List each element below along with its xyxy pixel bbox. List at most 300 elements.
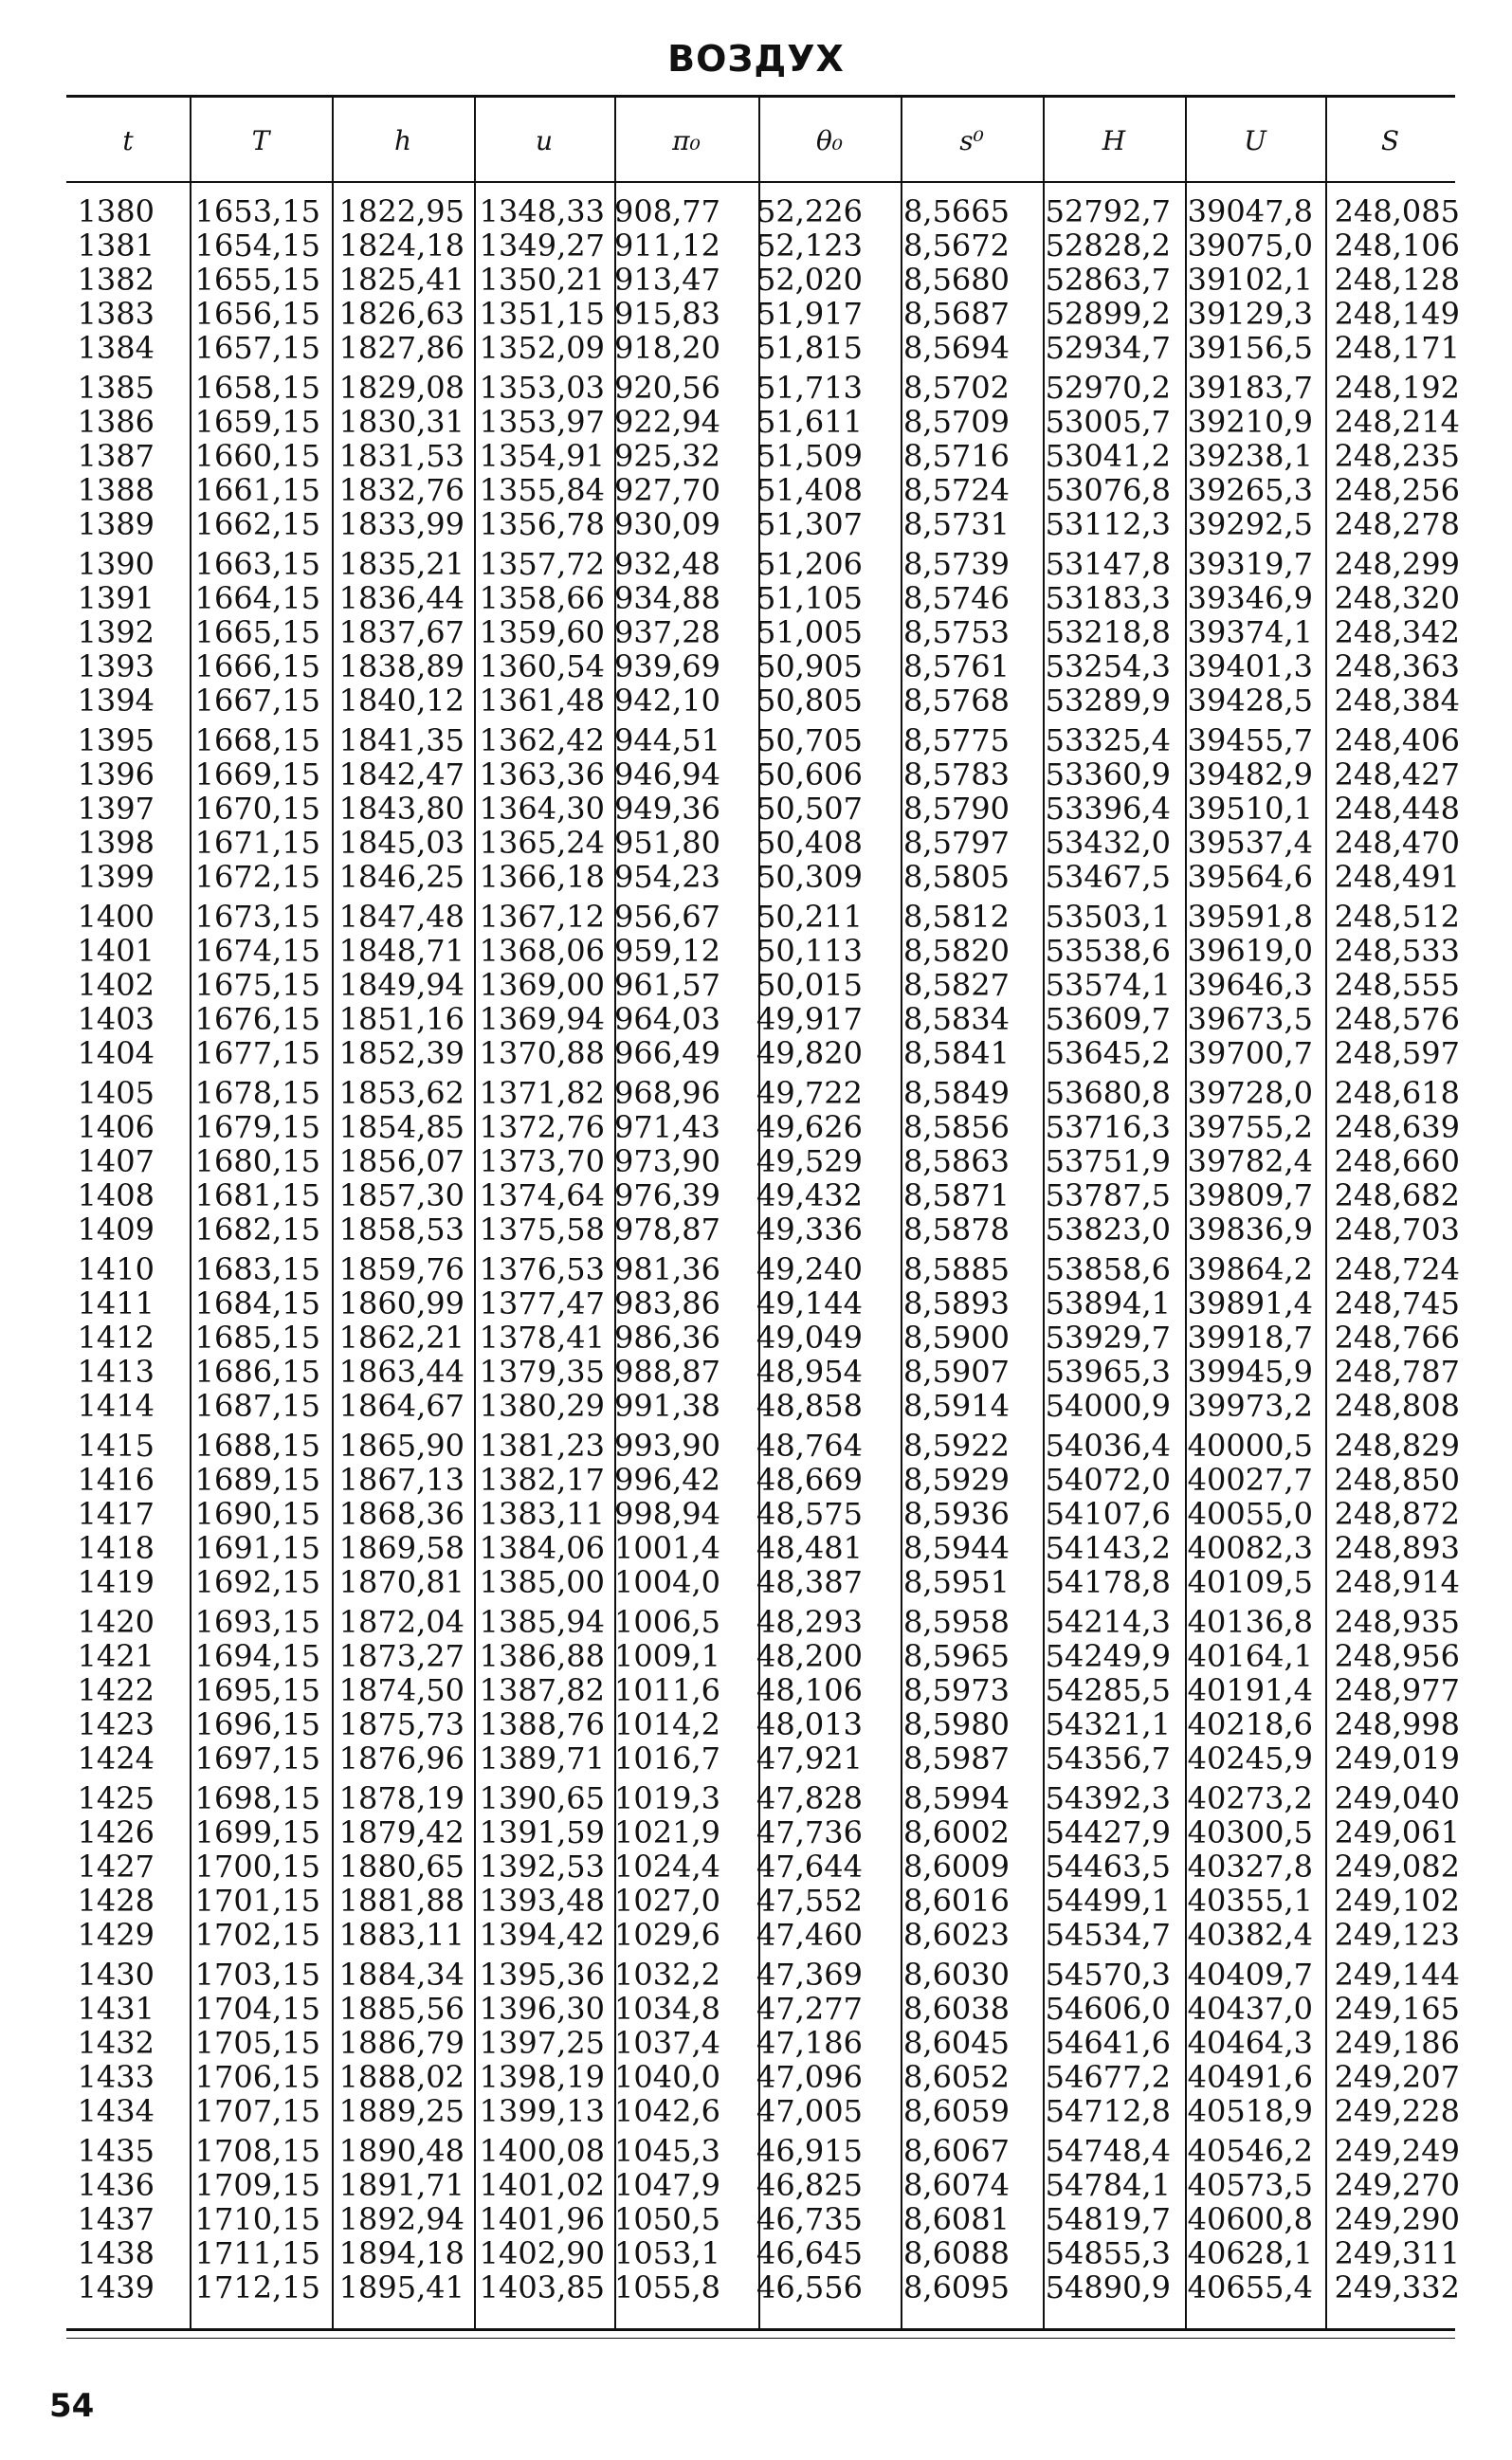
table-cell: 1006,5 [614,1604,720,1640]
table-cell: 986,36 [614,1320,720,1356]
table-cell: 53041,2 [1045,438,1171,474]
table-cell: 54072,0 [1045,1462,1171,1498]
table-cell: 53360,9 [1045,756,1171,793]
table-cell: 998,94 [614,1496,720,1532]
table-cell: 1704,15 [194,1991,320,2027]
table-row [0,507,1512,541]
table-cell: 1825,41 [338,262,465,298]
table-cell: 8,5878 [903,1212,1010,1248]
table-cell: 1391 [77,580,155,616]
table-cell: 39619,0 [1187,933,1313,969]
table-cell: 961,57 [614,967,720,1003]
table-cell: 49,144 [756,1285,863,1321]
table-cell: 53574,1 [1045,967,1171,1003]
table-cell: 1872,04 [338,1604,465,1640]
table-cell: 1675,15 [194,967,320,1003]
table-cell: 40573,5 [1187,2167,1313,2203]
table-cell: 8,5724 [903,472,1010,508]
table-cell: 930,09 [614,506,720,542]
table-cell: 1672,15 [194,859,320,895]
table-cell: 1884,34 [338,1957,465,1993]
table-cell: 1868,36 [338,1496,465,1532]
table-cell: 249,061 [1334,1814,1460,1850]
table-cell: 249,207 [1334,2059,1460,2095]
table-cell: 1889,25 [338,2093,465,2129]
table-row [0,1212,1512,1247]
table-cell: 922,94 [614,404,720,440]
table-cell: 40109,5 [1187,1564,1313,1600]
table-cell: 939,69 [614,648,720,684]
table-cell: 248,384 [1334,683,1460,719]
table-cell: 1859,76 [338,1251,465,1287]
table-cell: 8,5849 [903,1075,1010,1111]
table-cell: 8,5702 [903,370,1010,406]
table-cell: 1681,15 [194,1177,320,1213]
table-cell: 1822,95 [338,193,465,229]
table-cell: 8,5820 [903,933,1010,969]
table-cell: 1424 [77,1740,155,1777]
table-cell: 1847,48 [338,899,465,935]
table-cell: 927,70 [614,472,720,508]
table-cell: 1401,96 [479,2201,605,2237]
table-row [0,263,1512,297]
table-cell: 1383,11 [479,1496,605,1532]
table-row [0,968,1512,1002]
table-row [0,1815,1512,1850]
table-cell: 1682,15 [194,1212,320,1248]
table-cell: 249,270 [1334,2167,1460,2203]
table-cell: 1371,82 [479,1075,605,1111]
table-cell: 53005,7 [1045,404,1171,440]
table-cell: 53503,1 [1045,899,1171,935]
table-row [0,1321,1512,1355]
table-cell: 954,23 [614,859,720,895]
table-row [0,1429,1512,1463]
table-cell: 1370,88 [479,1035,605,1071]
table-cell: 1363,36 [479,756,605,793]
table-cell: 248,893 [1334,1530,1460,1566]
table-cell: 53147,8 [1045,546,1171,582]
table-cell: 8,5973 [903,1672,1010,1708]
table-cell: 1874,50 [338,1672,465,1708]
table-cell: 1842,47 [338,756,465,793]
table-cell: 8,6030 [903,1957,1010,1993]
table-cell: 1053,1 [614,2235,720,2271]
table-row [0,405,1512,439]
table-cell: 8,5922 [903,1428,1010,1464]
table-cell: 249,040 [1334,1780,1460,1816]
table-cell: 908,77 [614,193,720,229]
table-cell: 54534,7 [1045,1917,1171,1953]
table-cell: 1870,81 [338,1564,465,1600]
table-cell: 1712,15 [194,2269,320,2305]
table-row [0,860,1512,894]
table-cell: 51,917 [756,296,863,332]
table-cell: 51,105 [756,580,863,616]
table-cell: 40409,7 [1187,1957,1313,1993]
table-row [0,792,1512,826]
table-cell: 48,575 [756,1496,863,1532]
table-cell: 50,309 [756,859,863,895]
table-cell: 1678,15 [194,1075,320,1111]
table-cell: 1883,11 [338,1917,465,1953]
table-cell: 1349,27 [479,228,605,264]
table-cell: 39374,1 [1187,614,1313,650]
table-cell: 50,805 [756,683,863,719]
table-cell: 8,6016 [903,1883,1010,1919]
table-row [0,1531,1512,1565]
table-cell: 1826,63 [338,296,465,332]
table-cell: 8,5900 [903,1320,1010,1356]
table-cell: 40600,8 [1187,2201,1313,2237]
table-cell: 53538,6 [1045,933,1171,969]
table-cell: 966,49 [614,1035,720,1071]
table-cell: 8,5856 [903,1109,1010,1145]
table-cell: 8,5716 [903,438,1010,474]
table-cell: 1389,71 [479,1740,605,1777]
table-cell: 48,764 [756,1428,863,1464]
table-row [0,1884,1512,1918]
table-cell: 49,722 [756,1075,863,1111]
table-cell: 942,10 [614,683,720,719]
table-cell: 1430 [77,1957,155,1993]
table-cell: 1829,08 [338,370,465,406]
table-cell: 52,123 [756,228,863,264]
table-cell: 1846,25 [338,859,465,895]
table-cell: 1711,15 [194,2235,320,2271]
table-cell: 1417 [77,1496,155,1532]
table-cell: 248,299 [1334,546,1460,582]
table-cell: 8,5746 [903,580,1010,616]
table-cell: 248,850 [1334,1462,1460,1498]
table-cell: 52970,2 [1045,370,1171,406]
table-cell: 249,102 [1334,1883,1460,1919]
table-cell: 47,460 [756,1917,863,1953]
table-cell: 1375,58 [479,1212,605,1248]
table-cell: 1412 [77,1320,155,1356]
table-cell: 1369,00 [479,967,605,1003]
table-cell: 1396 [77,756,155,793]
table-cell: 48,669 [756,1462,863,1498]
table-row [0,2202,1512,2236]
table-cell: 40655,4 [1187,2269,1313,2305]
table-cell: 46,556 [756,2269,863,2305]
table-cell: 8,5929 [903,1462,1010,1498]
table-row [0,757,1512,792]
table-cell: 248,872 [1334,1496,1460,1532]
table-cell: 1034,8 [614,1991,720,2027]
table-cell: 1660,15 [194,438,320,474]
table-cell: 1386,88 [479,1638,605,1674]
table-row [0,1850,1512,1884]
table-cell: 1365,24 [479,825,605,861]
table-cell: 49,336 [756,1212,863,1248]
table-cell: 1841,35 [338,722,465,758]
table-cell: 1702,15 [194,1917,320,1953]
table-cell: 39673,5 [1187,1001,1313,1037]
table-cell: 1357,72 [479,546,605,582]
table-cell: 1001,4 [614,1530,720,1566]
table-cell: 54000,9 [1045,1388,1171,1424]
table-cell: 50,408 [756,825,863,861]
table-cell: 1890,48 [338,2133,465,2169]
table-cell: 39265,3 [1187,472,1313,508]
table-cell: 1027,0 [614,1883,720,1919]
table-cell: 1851,16 [338,1001,465,1037]
table-cell: 951,80 [614,825,720,861]
table-cell: 48,387 [756,1564,863,1600]
table-cell: 54641,6 [1045,2025,1171,2061]
table-cell: 1019,3 [614,1780,720,1816]
table-cell: 1431 [77,1991,155,2027]
table-cell: 1709,15 [194,2167,320,2203]
table-cell: 47,921 [756,1740,863,1777]
table-cell: 49,820 [756,1035,863,1071]
table-cell: 40027,7 [1187,1462,1313,1498]
table-cell: 1701,15 [194,1883,320,1919]
table-cell: 248,639 [1334,1109,1460,1145]
table-cell: 1836,44 [338,580,465,616]
table-cell: 1676,15 [194,1001,320,1037]
table-row [0,228,1512,263]
table-cell: 39537,4 [1187,825,1313,861]
column-header: θ₀ [815,124,844,156]
table-cell: 1379,35 [479,1354,605,1390]
table-row [0,1355,1512,1389]
table-cell: 1394 [77,683,155,719]
table-cell: 52899,2 [1045,296,1171,332]
table-cell: 39564,6 [1187,859,1313,895]
table-cell: 51,307 [756,506,863,542]
table-cell: 248,533 [1334,933,1460,969]
table-cell: 53823,0 [1045,1212,1171,1248]
table-cell: 1380,29 [479,1388,605,1424]
table-cell: 40491,6 [1187,2059,1313,2095]
table-cell: 248,448 [1334,791,1460,827]
table-cell: 1413 [77,1354,155,1390]
table-cell: 46,915 [756,2133,863,2169]
table-cell: 1351,15 [479,296,605,332]
table-cell: 1888,02 [338,2059,465,2095]
table-cell: 1856,07 [338,1143,465,1179]
table-cell: 993,90 [614,1428,720,1464]
table-cell: 248,406 [1334,722,1460,758]
table-cell: 40082,3 [1187,1530,1313,1566]
table-cell: 53929,7 [1045,1320,1171,1356]
table-cell: 1037,4 [614,2025,720,2061]
table-cell: 1668,15 [194,722,320,758]
table-cell: 1858,53 [338,1212,465,1248]
table-cell: 47,277 [756,1991,863,2027]
column-header: T [251,124,270,156]
table-cell: 39945,9 [1187,1354,1313,1390]
table-cell: 1835,21 [338,546,465,582]
table-cell: 8,6023 [903,1917,1010,1953]
table-cell: 8,6059 [903,2093,1010,2129]
table-cell: 39918,7 [1187,1320,1313,1356]
column-header: t [122,124,134,156]
table-cell: 925,32 [614,438,720,474]
table-cell: 1050,5 [614,2201,720,2237]
table-cell: 50,705 [756,722,863,758]
table-cell: 47,005 [756,2093,863,2129]
table-cell: 39782,4 [1187,1143,1313,1179]
table-cell: 1047,9 [614,2167,720,2203]
table-cell: 1386 [77,404,155,440]
table-cell: 1398 [77,825,155,861]
table-cell: 1408 [77,1177,155,1213]
table-cell: 8,5812 [903,899,1010,935]
table-cell: 1685,15 [194,1320,320,1356]
table-row [0,1389,1512,1423]
table-cell: 8,6067 [903,2133,1010,2169]
table-cell: 968,96 [614,1075,720,1111]
table-cell: 1860,99 [338,1285,465,1321]
table-cell: 1667,15 [194,683,320,719]
table-cell: 40437,0 [1187,1991,1313,2027]
table-cell: 1695,15 [194,1672,320,1708]
table-row [0,900,1512,934]
table-row [0,826,1512,860]
table-cell: 1410 [77,1251,155,1287]
table-cell: 40000,5 [1187,1428,1313,1464]
table-cell: 40055,0 [1187,1496,1313,1532]
table-cell: 40273,2 [1187,1780,1313,1816]
table-cell: 40464,3 [1187,2025,1313,2061]
table-cell: 48,481 [756,1530,863,1566]
table-cell: 54143,2 [1045,1530,1171,1566]
table-cell: 49,529 [756,1143,863,1179]
table-cell: 1380 [77,193,155,229]
table-cell: 1395,36 [479,1957,605,1993]
table-cell: 8,5694 [903,330,1010,366]
table-cell: 1356,78 [479,506,605,542]
table-cell: 8,5944 [903,1530,1010,1566]
table-cell: 1372,76 [479,1109,605,1145]
table-cell: 54356,7 [1045,1740,1171,1777]
table-cell: 1392,53 [479,1849,605,1885]
table-cell: 1670,15 [194,791,320,827]
table-cell: 54855,3 [1045,2235,1171,2271]
table-cell: 40245,9 [1187,1740,1313,1777]
table-cell: 1400 [77,899,155,935]
table-cell: 40191,4 [1187,1672,1313,1708]
table-cell: 1864,67 [338,1388,465,1424]
table-cell: 911,12 [614,228,720,264]
table-cell: 1029,6 [614,1917,720,1953]
table-row [0,1110,1512,1144]
table-cell: 248,682 [1334,1177,1460,1213]
table-cell: 1434 [77,2093,155,2129]
table-cell: 1392 [77,614,155,650]
table-top-rule [66,95,1455,98]
table-cell: 1833,99 [338,506,465,542]
table-cell: 934,88 [614,580,720,616]
table-cell: 1369,94 [479,1001,605,1037]
table-cell: 8,5797 [903,825,1010,861]
table-cell: 8,5805 [903,859,1010,895]
table-cell: 1865,90 [338,1428,465,1464]
table-cell: 39210,9 [1187,404,1313,440]
table-cell: 1009,1 [614,1638,720,1674]
table-cell: 1418 [77,1530,155,1566]
table-row [0,1781,1512,1815]
table-cell: 1428 [77,1883,155,1919]
table-cell: 1659,15 [194,404,320,440]
table-cell: 1362,42 [479,722,605,758]
table-cell: 1700,15 [194,1849,320,1885]
table-cell: 1677,15 [194,1035,320,1071]
table-cell: 54178,8 [1045,1564,1171,1600]
table-cell: 48,106 [756,1672,863,1708]
table-cell: 54427,9 [1045,1814,1171,1850]
table-cell: 248,745 [1334,1285,1460,1321]
table-cell: 248,427 [1334,756,1460,793]
table-cell: 1358,66 [479,580,605,616]
table-cell: 248,703 [1334,1212,1460,1248]
table-cell: 1710,15 [194,2201,320,2237]
table-cell: 1405 [77,1075,155,1111]
table-cell: 1404 [77,1035,155,1071]
table-cell: 937,28 [614,614,720,650]
table-cell: 249,186 [1334,2025,1460,2061]
table-cell: 48,858 [756,1388,863,1424]
table-cell: 249,123 [1334,1917,1460,1953]
table-cell: 249,311 [1334,2235,1460,2271]
table-cell: 248,085 [1334,193,1460,229]
table-cell: 39292,5 [1187,506,1313,542]
table-cell: 1042,6 [614,2093,720,2129]
table-cell: 248,914 [1334,1564,1460,1600]
table-cell: 39891,4 [1187,1285,1313,1321]
table-cell: 8,6045 [903,2025,1010,2061]
table-cell: 976,39 [614,1177,720,1213]
table-cell: 1654,15 [194,228,320,264]
table-cell: 1708,15 [194,2133,320,2169]
table-cell: 248,235 [1334,438,1460,474]
table-cell: 981,36 [614,1251,720,1287]
table-cell: 1692,15 [194,1564,320,1600]
table-cell: 1376,53 [479,1251,605,1287]
table-cell: 8,6052 [903,2059,1010,2095]
table-cell: 48,200 [756,1638,863,1674]
table-cell: 1694,15 [194,1638,320,1674]
table-cell: 53076,8 [1045,472,1171,508]
table-cell: 1863,44 [338,1354,465,1390]
table-cell: 1382 [77,262,155,298]
table-cell: 1411 [77,1285,155,1321]
table-cell: 1885,56 [338,1991,465,2027]
table-cell: 39102,1 [1187,262,1313,298]
table-row [0,1605,1512,1639]
table-cell: 1849,94 [338,967,465,1003]
table-cell: 8,5761 [903,648,1010,684]
table-cell: 1394,42 [479,1917,605,1953]
table-cell: 1423 [77,1706,155,1742]
table-cell: 39455,7 [1187,722,1313,758]
table-cell: 1895,41 [338,2269,465,2305]
table-cell: 53894,1 [1045,1285,1171,1321]
table-cell: 1032,2 [614,1957,720,1993]
table-cell: 1399 [77,859,155,895]
table-cell: 1429 [77,1917,155,1953]
table-cell: 1656,15 [194,296,320,332]
table-cell: 8,5958 [903,1604,1010,1640]
table-row [0,1036,1512,1070]
table-cell: 248,342 [1334,614,1460,650]
table-cell: 971,43 [614,1109,720,1145]
table-cell: 248,787 [1334,1354,1460,1390]
